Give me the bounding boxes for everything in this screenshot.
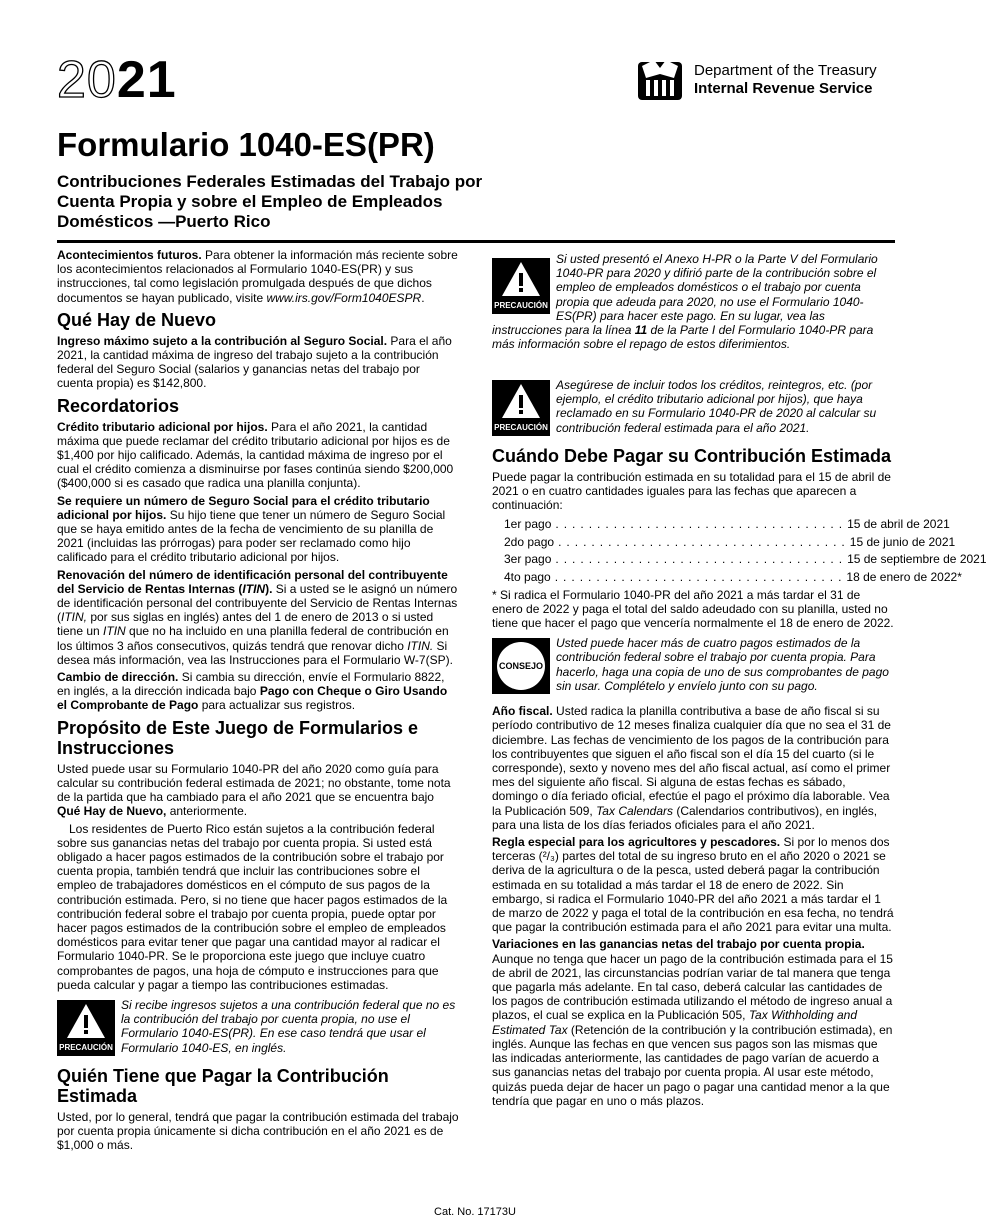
purpose-heading: Propósito de Este Juego de Formularios e Instrucciones (57, 717, 419, 758)
income-variation-text: Variaciones en las ganancias netas del trabajo por cuenta propia. Aunque no tenga que hacer un pago de la contribución estimada para el 15 de abril de 2021, las circunstancias podrían variar de tal manera que tenga que pagarla más adelante. En tal caso, deberá calcular las cantidades de los pagos de contribución estimada utilizando el método de ingreso anual a plazos, el cual se explica en la Publicación 505, Tax Withholding and Estimated Tax (Retención de la contribución y la contribución estimada), en inglés. Aunque las fechas en que vencen sus pagos son las mismas que las indicadas anteriormente, las cantidades de pago varían de acuerdo a sus ganancias netas del trabajo por cuenta propia. Al usar este método, quizás pueda dejar de hacer un pago o pagar una cantidad menor a la que tendría que pagar en uno o más plazos. (492, 937, 893, 1108)
fiscal-year-text: Año fiscal. Usted radica la planilla contributiva a base de año fiscal si su período contributivo de 12 meses finaliza cualquier día que no sea el 31 de diciembre. Las fechas de vencimiento de los pagos de la contribución para los contribuyentes que siguen el año fiscal son el día 15 del cuarto (si le corresponde), sexto y noveno mes del año fiscal actual, así como el primer mes del siguiente año fiscal. Si alguna de estas fechas es sábado, domingo o día feriado oficial, efectúe el pago el próximo día laborable. Vea la Publicación 509, Tax Calendars (Calendarios contributivos), en inglés, para una lista de los días feriados oficiales para el año 2021. (492, 704, 891, 832)
header-rule (57, 240, 895, 243)
tip-icon (492, 638, 550, 694)
purpose-paragraph-2: Los residentes de Puerto Rico están sujetos a la contribución federal sobre sus ganancias netas del trabajo por cuenta propia. Si usted está obligado a hacer pagos estimados de la contribución sobre el trabajo por cuenta propia, también tendrá que incluir las contribuciones sobre el empleo de trabajadores domésticos en el cómputo de sus pagos de la contribución estimada. Pero, si no tiene que hacer pagos estimados de la contribución federal sobre el trabajo por cuenta propia, puede optar por hacer pagos estimados de la contribución sobre el empleo de empleados domésticos para evitar tener que pagar una cantidad mayor al radicar el Formulario 1040-PR. Se le proporciona este juego que incluye cuatro comprobantes de pagos, una hoja de cómputo e instrucciones para que pueda calcular y pagar a tiempo las contribuciones estimadas. (57, 821, 448, 992)
tip-note (492, 636, 894, 696)
agency-line-2: Internal Revenue Service (694, 80, 873, 97)
reminders-heading: Recordatorios (57, 395, 180, 416)
caution-credits-text: Asegúrese de incluir todos los créditos, reintegros, etc. (por ejemplo, el crédito tributario adicional por hijos), que haya reclamado en su Formulario 1040-PR de 2020 al calcular su contribución federal estimada para el año 2021. (556, 378, 877, 435)
schedule-row: 2do pago ................................... 15 de junio de 2021 (504, 534, 956, 549)
payment-schedule (504, 516, 987, 586)
year-bold: 21 (116, 51, 177, 109)
schedule-footnote: * Si radica el Formulario 1040-PR del año 2021 a más tardar el 31 de enero de 2022 y paga el total del saldo adeudado con su planilla, usted no tiene que hacer el pago que vencería normalmente el 18 de enero de 2022. (492, 587, 894, 631)
caution-label: PRECAUCIÓN (494, 423, 548, 432)
caution-note-credits (492, 378, 894, 438)
tip-label: CONSEJO (498, 661, 544, 672)
form-subtitle: Contribuciones Federales Estimadas del Trabajo por Cuenta Propia y sobre el Empleo de Empleados Domésticos —Puerto Rico (57, 172, 483, 231)
caution-deferral-text: Si usted presentó el Anexo H-PR o la Parte V del Formulario 1040-PR para 2020 y difirió parte de la contribución sobre el empleo de empleados domésticos o el trabajo por cuenta propia que adeuda para 2020, no use el Formulario 1040-ES(PR) para hacer este pago. En su lugar, vea las instrucciones para la línea 11 de la Parte I del Formulario 1040-PR para más información sobre el repago de estos diferimientos. (492, 252, 878, 352)
caution-label: PRECAUCIÓN (494, 301, 548, 310)
caution-icon (492, 258, 550, 314)
tax-year (57, 52, 177, 108)
who-must-pay-text: Usted, por lo general, tendrá que pagar la contribución estimada del trabajo por cuenta propia únicamente si dicha contribución en el año 2021 es de $1,000 o más. (57, 1109, 459, 1153)
right-column (492, 248, 987, 1111)
tip-text: Usted puede hacer más de cuatro pagos estimados de la contribución federal sobre el trabajo por cuenta propia. Para hacerlo, haga una copia de uno de sus comprobantes de pago sin usar. Complételo y envíelo junto con su pago. (556, 636, 889, 693)
farmers-fishermen-text: Regla especial para los agricultores y pescadores. Si por lo menos dos terceras (²/₃) partes del total de su ingreso bruto en el año 2020 o 2021 se deriva de la agricultura o de la pesca, usted deberá pagar la contribución estimada en su totalidad a más tardar el 18 de enero de 2022. Sin embargo, si radica el Formulario 1040-PR del año 2021 a más tardar el 1 de marzo de 2022 y paga el total de la contribución en esa fecha, no tendrá que pagar la contribución estimada para el año 2021 para evitar una multa. (492, 835, 894, 935)
caution-label: PRECAUCIÓN (59, 1042, 113, 1052)
who-must-pay-heading: Quién Tiene que Pagar la Contribución Estimada (57, 1065, 389, 1106)
reminder-child-credit: Crédito tributario adicional por hijos. Para el año 2021, la cantidad máxima que puede reclamar del crédito tributario adicional por hijos es de $1,400 por hijo calificado. Además, la cantidad máxima de ingreso por el cual el crédito comienza a disminuirse por fases continúa siendo $200,000 ($400,000 si es casado que radica una planilla conjunta). (57, 419, 454, 491)
reminder-ssn-required: Se requiere un número de Seguro Social para el crédito tributario adicional por hijos. Su hijo tiene que tener un número de Seguro Social que se haya emitido antes de la fecha de vencimiento de su planilla de 2021 (incluidas las prórrogas) para poder ser reclamado como hijo calificado para el crédito tributario adicional por hijos. (57, 493, 446, 565)
left-column (57, 248, 459, 1156)
whats-new-heading: Qué Hay de Nuevo (57, 309, 217, 330)
caution-note-deferral (492, 252, 894, 370)
reminder-address-change: Cambio de dirección. Si cambia su dirección, envíe el Formulario 8822, en inglés, a la dirección indicada bajo Pago con Cheque o Giro Usando el Comprobante de Pago para actualizar sus registros. (57, 670, 448, 713)
caution-icon (57, 1000, 115, 1056)
form-url-link[interactable]: www.irs.gov/Form1040ESPR (266, 290, 422, 305)
agency-line-1: Department of the Treasury (694, 62, 877, 79)
purpose-paragraph-1: Usted puede usar su Formulario 1040-PR del año 2020 como guía para calcular su contribución federal estimada de 2021; no obstante, tome nota de la partida que ha cambiado para el año 2021 que se encuentra bajo Qué Hay de Nuevo, anteriormente. (57, 761, 451, 819)
schedule-row: 3er pago ................................... 15 de septiembre de 2021 (504, 552, 987, 567)
year-outline: 20 (57, 51, 117, 109)
caution-text: Si recibe ingresos sujetos a una contribución federal que no es la contribución del trabajo por cuenta propia, no use el Formulario 1040-ES(PR). En ese caso tendrá que usar el Formulario 1040-ES, en inglés. (121, 997, 456, 1055)
whats-new-text: Ingreso máximo sujeto a la contribución al Seguro Social. Para el año 2021, la cantidad máxima de ingreso del trabajo sujeto a la contribución federal del Seguro Social (salarios y ganancias netas del trabajo por cuenta propia) es $142,800. (57, 333, 452, 391)
caution-note (57, 998, 459, 1058)
reminder-itin-renewal: Renovación del número de identificación personal del contribuyente del Servicio de Rentas Internas (ITIN). Si a usted se le asignó un número de identificación personal del contribuyente del Servicio de Rentas Internas (ITIN, por sus siglas en inglés) antes del 1 de enero de 2013 o si usted tiene un ITIN que no ha incluido en una planilla federal de contribución en los últimos 3 años consecutivos, quizás tendrá que renovar dicho ITIN. Si desea más información, vea las Instrucciones para el Formulario W-7(SP). (57, 567, 458, 667)
schedule-row: 1er pago ................................... 15 de abril de 2021 (504, 517, 950, 532)
when-to-pay-text: Puede pagar la contribución estimada en su totalidad para el 15 de abril de 2021 o en cuatro cantidades iguales para las fechas que aparecen a continuación: (492, 470, 891, 513)
when-to-pay-heading: Cuándo Debe Pagar su Contribución Estimada (492, 446, 892, 466)
catalog-number: Cat. No. 17173U (434, 1206, 516, 1218)
irs-eagle-logo-icon (634, 56, 686, 102)
future-developments: Acontecimientos futuros. Para obtener la información más reciente sobre los acontecimientos relacionados al Formulario 1040-ES(PR) y sus instrucciones, tal como legislación promulgada después de que dichos documentos se hayan publicado, visite www.irs.gov/Form1040ESPR. (57, 248, 458, 305)
schedule-row: 4to pago ................................... 18 de enero de 2022* (504, 569, 962, 584)
caution-icon (492, 380, 550, 436)
form-title: Formulario 1040-ES(PR) (57, 126, 435, 163)
